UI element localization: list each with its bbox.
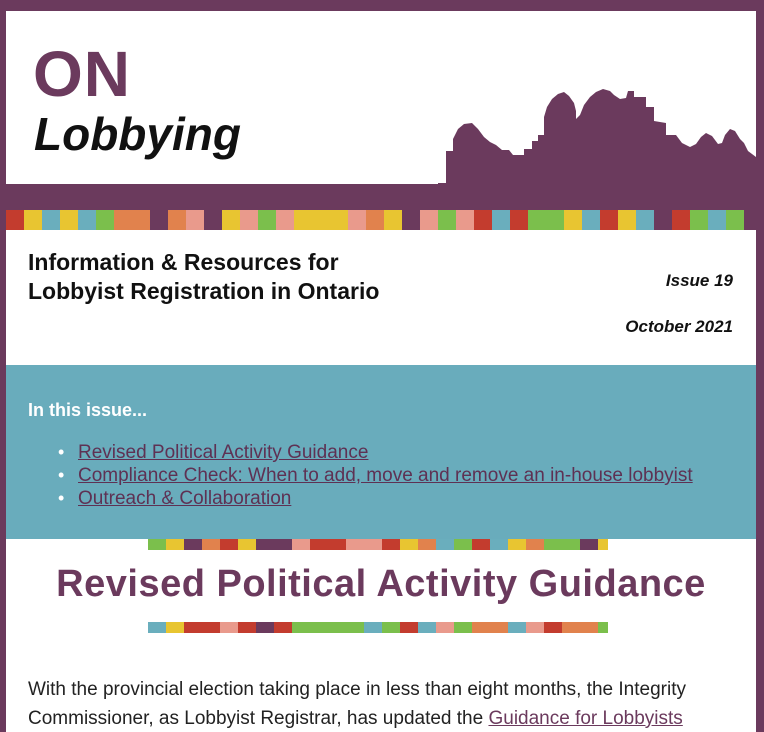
mosaic-tile bbox=[726, 210, 744, 230]
mosaic-tile bbox=[274, 622, 292, 633]
mosaic-tile bbox=[220, 622, 238, 633]
newsletter-frame bbox=[6, 11, 756, 732]
mosaic-tile bbox=[148, 539, 166, 550]
mosaic-tile bbox=[328, 539, 346, 550]
mosaic-tile bbox=[364, 539, 382, 550]
toc-heading: In this issue... bbox=[28, 400, 148, 420]
mosaic-tile bbox=[238, 539, 256, 550]
mosaic-tile bbox=[544, 622, 562, 633]
mosaic-tile bbox=[600, 210, 618, 230]
mosaic-tile bbox=[292, 622, 310, 633]
mosaic-tile bbox=[348, 210, 366, 230]
mosaic-tile bbox=[708, 210, 726, 230]
article-section bbox=[6, 539, 756, 732]
mosaic-tile bbox=[60, 210, 78, 230]
mosaic-tile bbox=[222, 210, 240, 230]
mosaic-tile bbox=[580, 622, 598, 633]
mosaic-tile bbox=[492, 210, 510, 230]
mosaic-strip-section-bottom bbox=[148, 622, 608, 633]
mosaic-tile bbox=[186, 210, 204, 230]
mosaic-tile bbox=[184, 622, 202, 633]
mosaic-tile bbox=[204, 210, 222, 230]
mosaic-tile bbox=[220, 539, 238, 550]
mosaic-tile bbox=[364, 622, 382, 633]
mosaic-tile bbox=[382, 539, 400, 550]
mosaic-tile bbox=[384, 210, 402, 230]
mosaic-tile bbox=[310, 622, 328, 633]
mosaic-tile bbox=[454, 622, 472, 633]
mosaic-tile bbox=[526, 622, 544, 633]
mosaic-strip-section-top bbox=[148, 539, 608, 550]
toc-item bbox=[54, 487, 693, 510]
mosaic-tile bbox=[562, 622, 580, 633]
issue-date: October 2021 bbox=[625, 317, 733, 336]
mosaic-tile bbox=[544, 539, 562, 550]
mosaic-tile bbox=[330, 210, 348, 230]
mosaic-tile bbox=[366, 210, 384, 230]
mosaic-tile bbox=[598, 622, 608, 633]
mosaic-tile bbox=[346, 622, 364, 633]
mosaic-tile bbox=[580, 539, 598, 550]
mosaic-tile bbox=[508, 622, 526, 633]
mosaic-tile bbox=[258, 210, 276, 230]
intro-section bbox=[6, 230, 756, 365]
mosaic-tile bbox=[654, 210, 672, 230]
mosaic-tile bbox=[418, 539, 436, 550]
mosaic-tile bbox=[526, 539, 544, 550]
mosaic-tile bbox=[166, 622, 184, 633]
mosaic-tile bbox=[166, 539, 184, 550]
toc-link-compliance-check[interactable]: Compliance Check: When to add, move and remove an in-house lobbyist bbox=[78, 465, 693, 486]
mosaic-tile bbox=[238, 622, 256, 633]
mosaic-tile bbox=[294, 210, 312, 230]
mosaic-tile bbox=[42, 210, 60, 230]
mosaic-tile bbox=[474, 210, 492, 230]
mosaic-tile bbox=[598, 539, 608, 550]
issue-number: Issue 19 bbox=[665, 271, 733, 290]
mosaic-tile bbox=[454, 539, 472, 550]
article-body bbox=[28, 675, 728, 732]
guidance-link[interactable]: Guidance for Lobbyists bbox=[488, 708, 683, 729]
header-banner bbox=[6, 11, 756, 230]
mosaic-tile bbox=[312, 210, 330, 230]
mosaic-tile bbox=[256, 622, 274, 633]
mosaic-tile bbox=[472, 622, 490, 633]
mosaic-tile bbox=[490, 622, 508, 633]
toc-item bbox=[54, 441, 693, 464]
toc-link-political-activity[interactable]: Revised Political Activity Guidance bbox=[78, 442, 369, 463]
mosaic-tile bbox=[202, 622, 220, 633]
mosaic-tile bbox=[402, 210, 420, 230]
mosaic-tile bbox=[6, 210, 24, 230]
toc-item bbox=[54, 464, 693, 487]
mosaic-tile bbox=[276, 210, 294, 230]
mosaic-tile bbox=[202, 539, 220, 550]
mosaic-tile bbox=[528, 210, 546, 230]
mosaic-tile bbox=[382, 622, 400, 633]
mosaic-tile bbox=[456, 210, 474, 230]
mosaic-tile bbox=[438, 210, 456, 230]
mosaic-tile bbox=[240, 210, 258, 230]
mosaic-tile bbox=[546, 210, 564, 230]
mosaic-tile bbox=[150, 210, 168, 230]
newsletter-subtitle: Information & Resources for Lobbyist Registration in Ontario bbox=[28, 249, 380, 304]
mosaic-tile bbox=[490, 539, 508, 550]
mosaic-tile bbox=[184, 539, 202, 550]
mosaic-tile bbox=[400, 622, 418, 633]
mosaic-tile bbox=[618, 210, 636, 230]
mosaic-tile bbox=[310, 539, 328, 550]
table-of-contents bbox=[6, 365, 756, 539]
mosaic-tile bbox=[636, 210, 654, 230]
mosaic-tile bbox=[436, 539, 454, 550]
mosaic-tile bbox=[148, 622, 166, 633]
mosaic-tile bbox=[24, 210, 42, 230]
mosaic-tile bbox=[582, 210, 600, 230]
mosaic-tile bbox=[96, 210, 114, 230]
mosaic-tile bbox=[168, 210, 186, 230]
toc-link-outreach[interactable]: Outreach & Collaboration bbox=[78, 488, 292, 509]
mosaic-tile bbox=[510, 210, 528, 230]
mosaic-tile bbox=[436, 622, 454, 633]
mosaic-tile bbox=[562, 539, 580, 550]
mosaic-tile bbox=[256, 539, 274, 550]
mosaic-tile bbox=[78, 210, 96, 230]
logo-on-text: ON bbox=[33, 38, 131, 110]
mosaic-tile bbox=[346, 539, 364, 550]
article-body-text: With the provincial election taking place in less than eight months, the Integrity Commissioner, as Lobbyist Registrar, has updated the bbox=[28, 679, 686, 729]
mosaic-tile bbox=[690, 210, 708, 230]
mosaic-tile bbox=[418, 622, 436, 633]
mosaic-tile bbox=[114, 210, 132, 230]
mosaic-tile bbox=[328, 622, 346, 633]
mosaic-tile bbox=[292, 539, 310, 550]
logo-lobbying-text: Lobbying bbox=[34, 108, 241, 160]
mosaic-tile bbox=[672, 210, 690, 230]
mosaic-strip-top bbox=[6, 210, 756, 230]
section-title: Revised Political Activity Guidance bbox=[56, 563, 706, 605]
mosaic-tile bbox=[420, 210, 438, 230]
mosaic-tile bbox=[132, 210, 150, 230]
mosaic-tile bbox=[744, 210, 756, 230]
mosaic-tile bbox=[274, 539, 292, 550]
mosaic-tile bbox=[400, 539, 418, 550]
legislature-skyline-illustration bbox=[6, 11, 756, 230]
mosaic-tile bbox=[508, 539, 526, 550]
mosaic-tile bbox=[564, 210, 582, 230]
toc-list bbox=[54, 441, 693, 510]
mosaic-tile bbox=[472, 539, 490, 550]
